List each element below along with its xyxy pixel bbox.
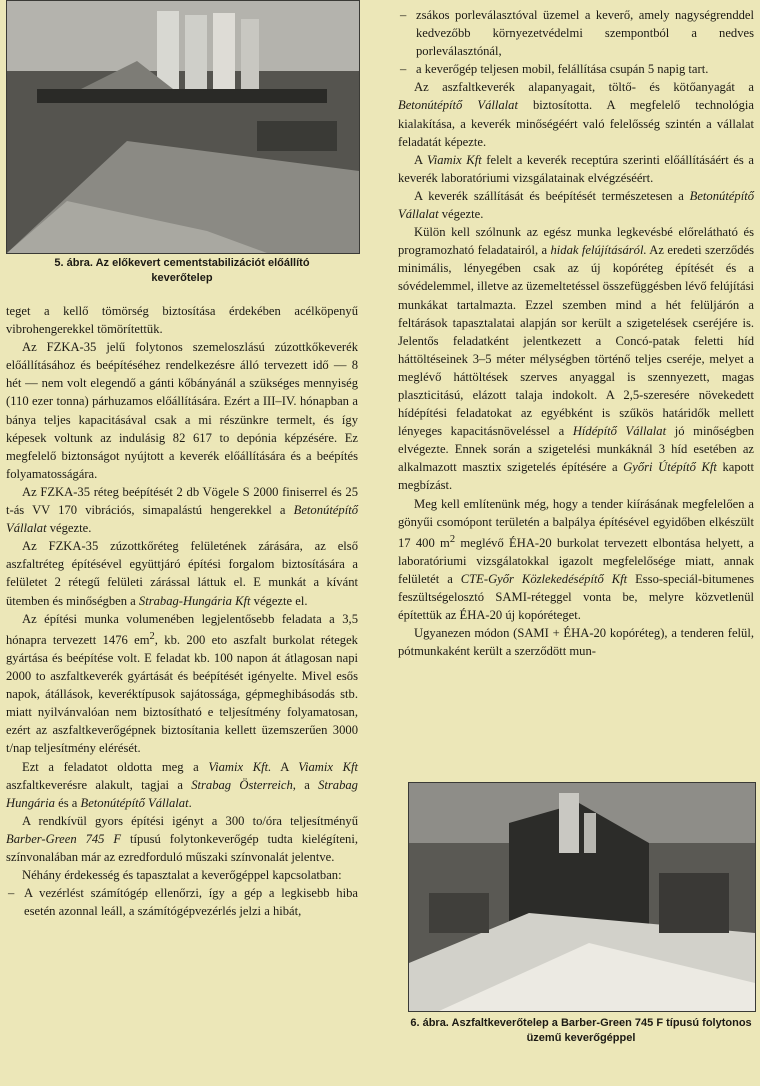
paragraph: Az építési munka volumenében legjelentősebb feladata a 3,5 hónapra tervezett 1476 $em^2$, kb. 200 eto aszfalt burkolat rétegek gyártása és beépítése volt. E feladat kb. 100 napon át átlagosan napi 2000 to aszfaltkeverék gyártását és beépítését igényelte. Mivel esős napok, átállások, keveréktípusok sajátossága, gépmeghibásodás stb. miatt nyilvánvalóan nem biztosítható e teljesítmény folyamatosan, ezért az aszfaltkeverőgépnek biztosítania kellett üzemszerűen 3000 t/nap teljesítmény elérését.: [6, 611, 358, 756]
paragraph: Az FZKA-35 réteg beépítését 2 db Vögele S 2000 finiserrel és 25 t-ás VV 170 vibrációs, simapalástú hengerekkel a Betonútépítő Vállalat végezte.: [6, 484, 358, 536]
bullet-list: [6, 884, 358, 920]
figure-5-photo: [6, 0, 360, 254]
paragraph: Az FZKA-35 jelű folytonos szemeloszlású zúzottkőkeverék előállításához és beépítéséhez rendelkezésre álló tervezett idő — 8 hét — nem volt elegendő a gánti kőbányánál a szükséges mennyiség (110 ezer tonna) párhuzamos előállítására. Ezért a III–IV. hónapban a bánya teljes kapacitásával csak a mi részünkre termelt, és így képesek voltunk az indulásig 82 617 to depónia képzésére. Ez megfelelő biztonságot nyújtott a keverék előállítására és a beépítés folyamatosságára.: [6, 340, 358, 481]
right-column-text: [398, 6, 754, 661]
figure-5-caption: 5. ábra. Az előkevert cementstabilizációt előállító keverőtelep: [54, 257, 310, 284]
figure-6-photo: [408, 782, 756, 1012]
paragraph: Ezt a feladatot oldotta meg a Viamix Kft. A Viamix Kft aszfaltkeverésre alakult, tagjai a Strabag Österreich, a Strabag Hungária és a Betonútépítő Vállalat.: [6, 759, 358, 810]
list-item: – A vezérlést számítógép ellenőrzi, így a gép a legkisebb hiba esetén azonnal leáll, a számítógépvezérlés jelzi a hibát,: [6, 884, 358, 920]
paragraph: teget a kellő tömörség biztosítása érdekében acélköpenyű vibrohengerekkel tömörítettük.: [6, 304, 358, 337]
left-column-text: [6, 302, 358, 920]
paragraph: A Viamix Kft felelt a keverék receptúra szerinti előállításáért és a keverék laboratóriumi vizsgálatainak elvégzéséért.: [398, 152, 754, 185]
paragraph: Ugyanezen módon (SAMI + ÉHA-20 kopóréteg), a tenderen felül, pótmunkaként került a szerződött mun-: [398, 626, 754, 659]
paragraph: A rendkívül gyors építési igényt a 300 to/óra teljesítményű Barber-Green 745 F típusú folytonkeverőgép tudta kielégíteni, színvonalában már az ezredforduló műszaki színvonalát jelentve.: [6, 813, 358, 864]
figure-6-caption: 6. ábra. Aszfaltkeverőtelep a Barber-Green 745 F típusú folytonos üzemű keverőgéppel: [410, 1017, 752, 1044]
paragraph: A keverék szállítását és beépítését természetesen a Betonútépítő Vállalat végezte.: [398, 188, 754, 222]
list-item: – a keverőgép teljesen mobil, felállítása csupán 5 napig tart.: [398, 60, 754, 78]
bullet-list: [398, 6, 754, 78]
paragraph: Néhány érdekesség és tapasztalat a keverőgéppel kapcsolatban:: [22, 868, 342, 883]
paragraph: Külön kell szólnunk az egész munka legkevésbé előrelátható és programozható feladatairól, a hidak felújításáról. Az eredeti szerződés minimális, lényegében csak az új kopóréteg építését és a sóvédelemmel, illetve az üzemeltetéssel összefüggésben lévő felújítási munkákat tartalmazta. Ezzel szemben mind a hét felüljárón a feltárások tapasztalatai alapján sor került a szigetelések cseréjére is. Jelentős feladatként jelentkezett a Concó-patak feletti híd háttöltéseinek 3–5 méter mélységben történő teljes cseréje, melyet a meglévő háttöltések szerves anyaggal is szennyezett, magas plaszticitású, elázott talaja indokolt. A 2,5-szeresére növekedett hídépítési feladatokat az egyébként is szűkös határidők mellett lényeges kapacitásnöveléssel a Hídépítő Vállalat jó minőségben elvégezte. Ennek során a szigetelési munkáknál 3 híd esetében az alkalmazott masztix szigetelés építésére a Győri Útépítő Kft kapott megbízást.: [398, 225, 755, 493]
paragraph: Az aszfaltkeverék alapanyagait, töltő- és kötőanyagát a Betonútépítő Vállalat biztosította. A megfelelő technológia kialakítása, a keverék minőségéért való felelősség szintén a vállalat feladatát képezte.: [398, 80, 754, 149]
paragraph: Az FZKA-35 zúzottkőréteg felületének zárására, az első aszfaltréteg építésével együttjáró építési forgalom biztosítására a felületet 2 rétegű felületi zárással láttuk el. E munkát a kívánt ütemben és minőségben a Strabag-Hungária Kft végezte el.: [6, 539, 358, 608]
paragraph: Meg kell említenünk még, hogy a tender kiírásának megfelelően a gönyűi csomópont területén a balpálya építésével egyidőben elkészült 17 400 $m^2$ meglévő ÉHA-20 burkolat tervezett elbontása helyett, a laboratóriumi vizsgálatokkal igazolt megfelelősége miatt, annak felületét a CTE-Győr Közlekedésépítő Kft Esso-speciál-bitumenes feszültségelosztó SAMI-réteggel vonta be, melyre közvetlenül építettük az ÉHA-20 új kopóréteget.: [398, 496, 755, 623]
list-item: – zsákos porleválasztóval üzemel a keverő, amely nagységrenddel kedvezőbb környezetvédelmi szempontból a nedves porleválasztónál,: [398, 6, 754, 60]
